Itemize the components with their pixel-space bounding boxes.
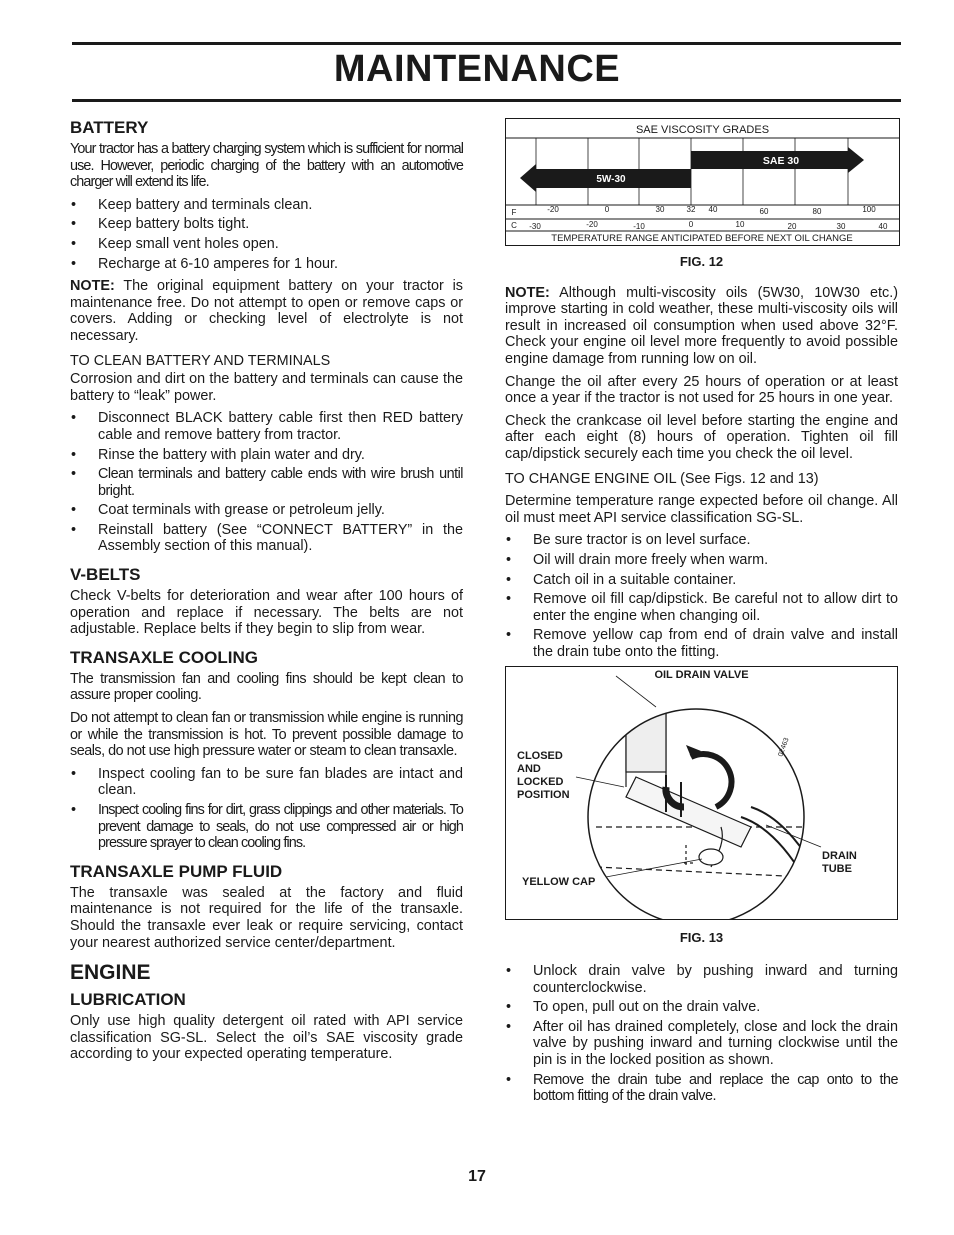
clean-battery-intro: Corrosion and dirt on the battery and terminals can cause the battery to “leak” power. <box>70 371 463 404</box>
oil-note <box>505 285 898 368</box>
transaxle-cooling-heading: TRANSAXLE COOLING <box>70 647 258 667</box>
battery-list <box>70 197 463 272</box>
lubrication-heading: LUBRICATION <box>70 990 186 1010</box>
c-tick: 20 <box>787 222 797 231</box>
label-line: CLOSED <box>517 750 563 763</box>
transaxle-cooling-list <box>70 766 463 852</box>
change-oil-intro: Determine temperature range expected before oil change. All oil must meet API service classification SG-SL. <box>505 493 898 526</box>
left-column <box>70 118 463 1069</box>
viscosity-chart-graphic <box>506 119 899 245</box>
closed-locked-label <box>517 750 570 802</box>
oil-change-interval: Change the oil after every 25 hours of operation or at least once a year if the tractor is not used for 25 hours in one year. <box>505 373 898 407</box>
transaxle-pump-text: The transaxle was sealed at the factory and fluid maintenance is not required for the life of the transaxle. Should the transaxle ever leak or require servicing, contact your nearest authorized service center/department. <box>70 884 463 951</box>
list-item: • Reinstall battery (See “CONNECT BATTERY” in the Assembly section of this manual). <box>70 522 463 555</box>
battery-intro: Your tractor has a battery charging system which is sufficient for normal use. However, periodic charging of the battery with an automotive charger will extend its life. <box>70 141 463 191</box>
list-item: • Remove yellow cap from end of drain valve and install the drain tube onto the fitting. <box>505 627 898 660</box>
label-line: POSITION <box>517 789 570 802</box>
list-item: • Disconnect BLACK battery cable first then RED battery cable and remove battery from tractor. <box>70 410 463 443</box>
change-oil-heading: TO CHANGE ENGINE OIL (See Figs. 12 and 13) <box>505 470 819 487</box>
list-item: • After oil has drained completely, close and lock the drain valve by pushing inward and turning clockwise until the pin is in the locked position as shown. <box>505 1019 898 1069</box>
c-tick: -10 <box>633 222 645 231</box>
list-item: • To open, pull out on the drain valve. <box>505 999 898 1016</box>
right-column <box>505 118 898 1111</box>
list-item: • Keep small vent holes open. <box>70 236 463 253</box>
battery-note <box>70 278 463 344</box>
c-tick: -20 <box>586 220 598 229</box>
fig13-caption: FIG. 13 <box>679 930 724 946</box>
f-tick: 32 <box>686 205 696 214</box>
note-label: NOTE: <box>70 278 115 295</box>
page-title: MAINTENANCE <box>333 48 621 90</box>
yellow-cap-label: YELLOW CAP <box>522 876 596 889</box>
c-tick: -30 <box>529 222 541 231</box>
viscosity-chart <box>505 118 900 246</box>
battery-heading: BATTERY <box>70 118 149 137</box>
sae30-label: SAE 30 <box>762 155 800 167</box>
list-item: • Be sure tractor is on level surface. <box>505 532 898 549</box>
transaxle-cooling-p2: Do not attempt to clean fan or transmission while engine is running or while the transmission is hot. To prevent possible damage to seals, do not use high pressure water or steam to clean transaxle. <box>70 710 463 760</box>
list-item: • Inspect cooling fan to be sure fan blades are intact and clean. <box>70 766 463 799</box>
list-item: • Keep battery bolts tight. <box>70 216 463 233</box>
transaxle-pump-heading: TRANSAXLE PUMP FLUID <box>70 861 283 881</box>
list-item: • Inspect cooling fins for dirt, grass clippings and other materials. To prevent damage to seals, do not use compressed air or high pressure sprayer to clean cooling fins. <box>70 802 463 852</box>
c-tick: 40 <box>878 222 888 231</box>
list-item: • Oil will drain more freely when warm. <box>505 552 898 569</box>
f-axis-label: F <box>511 208 517 217</box>
f-tick: 100 <box>862 205 876 214</box>
note-text: The original equipment battery on your tractor is maintenance free. Do not attempt to open or remove caps or covers. Adding or checking level of electrolyte is not necessary. <box>70 278 463 344</box>
label-line: DRAIN <box>822 850 857 863</box>
f-tick: 80 <box>812 207 822 216</box>
clean-battery-list <box>70 410 463 555</box>
list-item: • Recharge at 6-10 amperes for 1 hour. <box>70 256 463 273</box>
c-tick: 0 <box>688 220 694 229</box>
clean-battery-heading: TO CLEAN BATTERY AND TERMINALS <box>70 352 331 369</box>
part-number: 02463 <box>777 737 791 759</box>
viscosity-chart-footer: TEMPERATURE RANGE ANTICIPATED BEFORE NEXT OIL CHANGE <box>551 233 853 244</box>
f-tick: 40 <box>708 205 718 214</box>
transaxle-cooling-p1: The transmission fan and cooling fins should be kept clean to assure proper cooling. <box>70 670 463 704</box>
f-tick: -20 <box>547 205 559 214</box>
title-underline <box>72 99 901 102</box>
f-tick: 30 <box>655 205 665 214</box>
vbelts-heading: V-BELTS <box>70 565 141 585</box>
list-item: • Remove oil fill cap/dipstick. Be careful not to allow dirt to enter the engine when changing oil. <box>505 591 898 624</box>
f-tick: 60 <box>759 207 769 216</box>
drain-valve-list <box>505 963 898 1105</box>
c-tick: 10 <box>735 220 745 229</box>
change-oil-list <box>505 532 898 660</box>
note-text: Although multi-viscosity oils (5W30, 10W30 etc.) improve starting in cold weather, these multi-viscosity oils will result in increased oil consumption when used above 32°F. Check your engine oil level more frequently to avoid possible engine damage from running low on oil. <box>505 284 898 367</box>
drain-tube-label <box>822 850 857 876</box>
vbelts-text: Check V-belts for deterioration and wear after 100 hours of operation and replace if necessary. The belts are not adjustable. Replace belts if they begin to slip from wear. <box>70 588 463 638</box>
f-tick: 0 <box>604 205 610 214</box>
label-line: TUBE <box>822 863 852 876</box>
oil-drain-valve-label: OIL DRAIN VALVE <box>654 669 749 682</box>
list-item: • Remove the drain tube and replace the cap onto to the bottom fitting of the drain valve. <box>505 1072 898 1105</box>
list-item: • Unlock drain valve by pushing inward and turning counterclockwise. <box>505 963 898 996</box>
c-axis-label: C <box>511 221 517 230</box>
engine-heading: ENGINE <box>70 961 151 985</box>
note-label: NOTE: <box>505 284 550 301</box>
list-item: • Clean terminals and battery cable ends with wire brush until bright. <box>70 466 463 499</box>
lubrication-text: Only use high quality detergent oil rated with API service classification SG-SL. Select the oil’s SAE viscosity grade according to your expected operating temperature. <box>70 1013 463 1063</box>
c-tick: 30 <box>836 222 846 231</box>
label-line: LOCKED <box>517 776 564 789</box>
5w30-label: 5W-30 <box>596 174 626 185</box>
fig12-caption: FIG. 12 <box>679 254 724 269</box>
label-line: AND <box>517 763 541 776</box>
viscosity-chart-title: SAE VISCOSITY GRADES <box>635 124 770 136</box>
list-item: • Rinse the battery with plain water and dry. <box>70 447 463 464</box>
list-item: • Keep battery and terminals clean. <box>70 197 463 214</box>
list-item: • Catch oil in a suitable container. <box>505 572 898 589</box>
drain-valve-figure <box>505 666 898 920</box>
oil-check-text: Check the crankcase oil level before starting the engine and after each eight (8) hours of operation. Tighten oil fill cap/dipstick securely each time you check the oil level. <box>505 412 898 462</box>
top-rule <box>72 42 901 45</box>
page-number: 17 <box>468 1168 486 1185</box>
list-item: • Coat terminals with grease or petroleum jelly. <box>70 502 463 519</box>
